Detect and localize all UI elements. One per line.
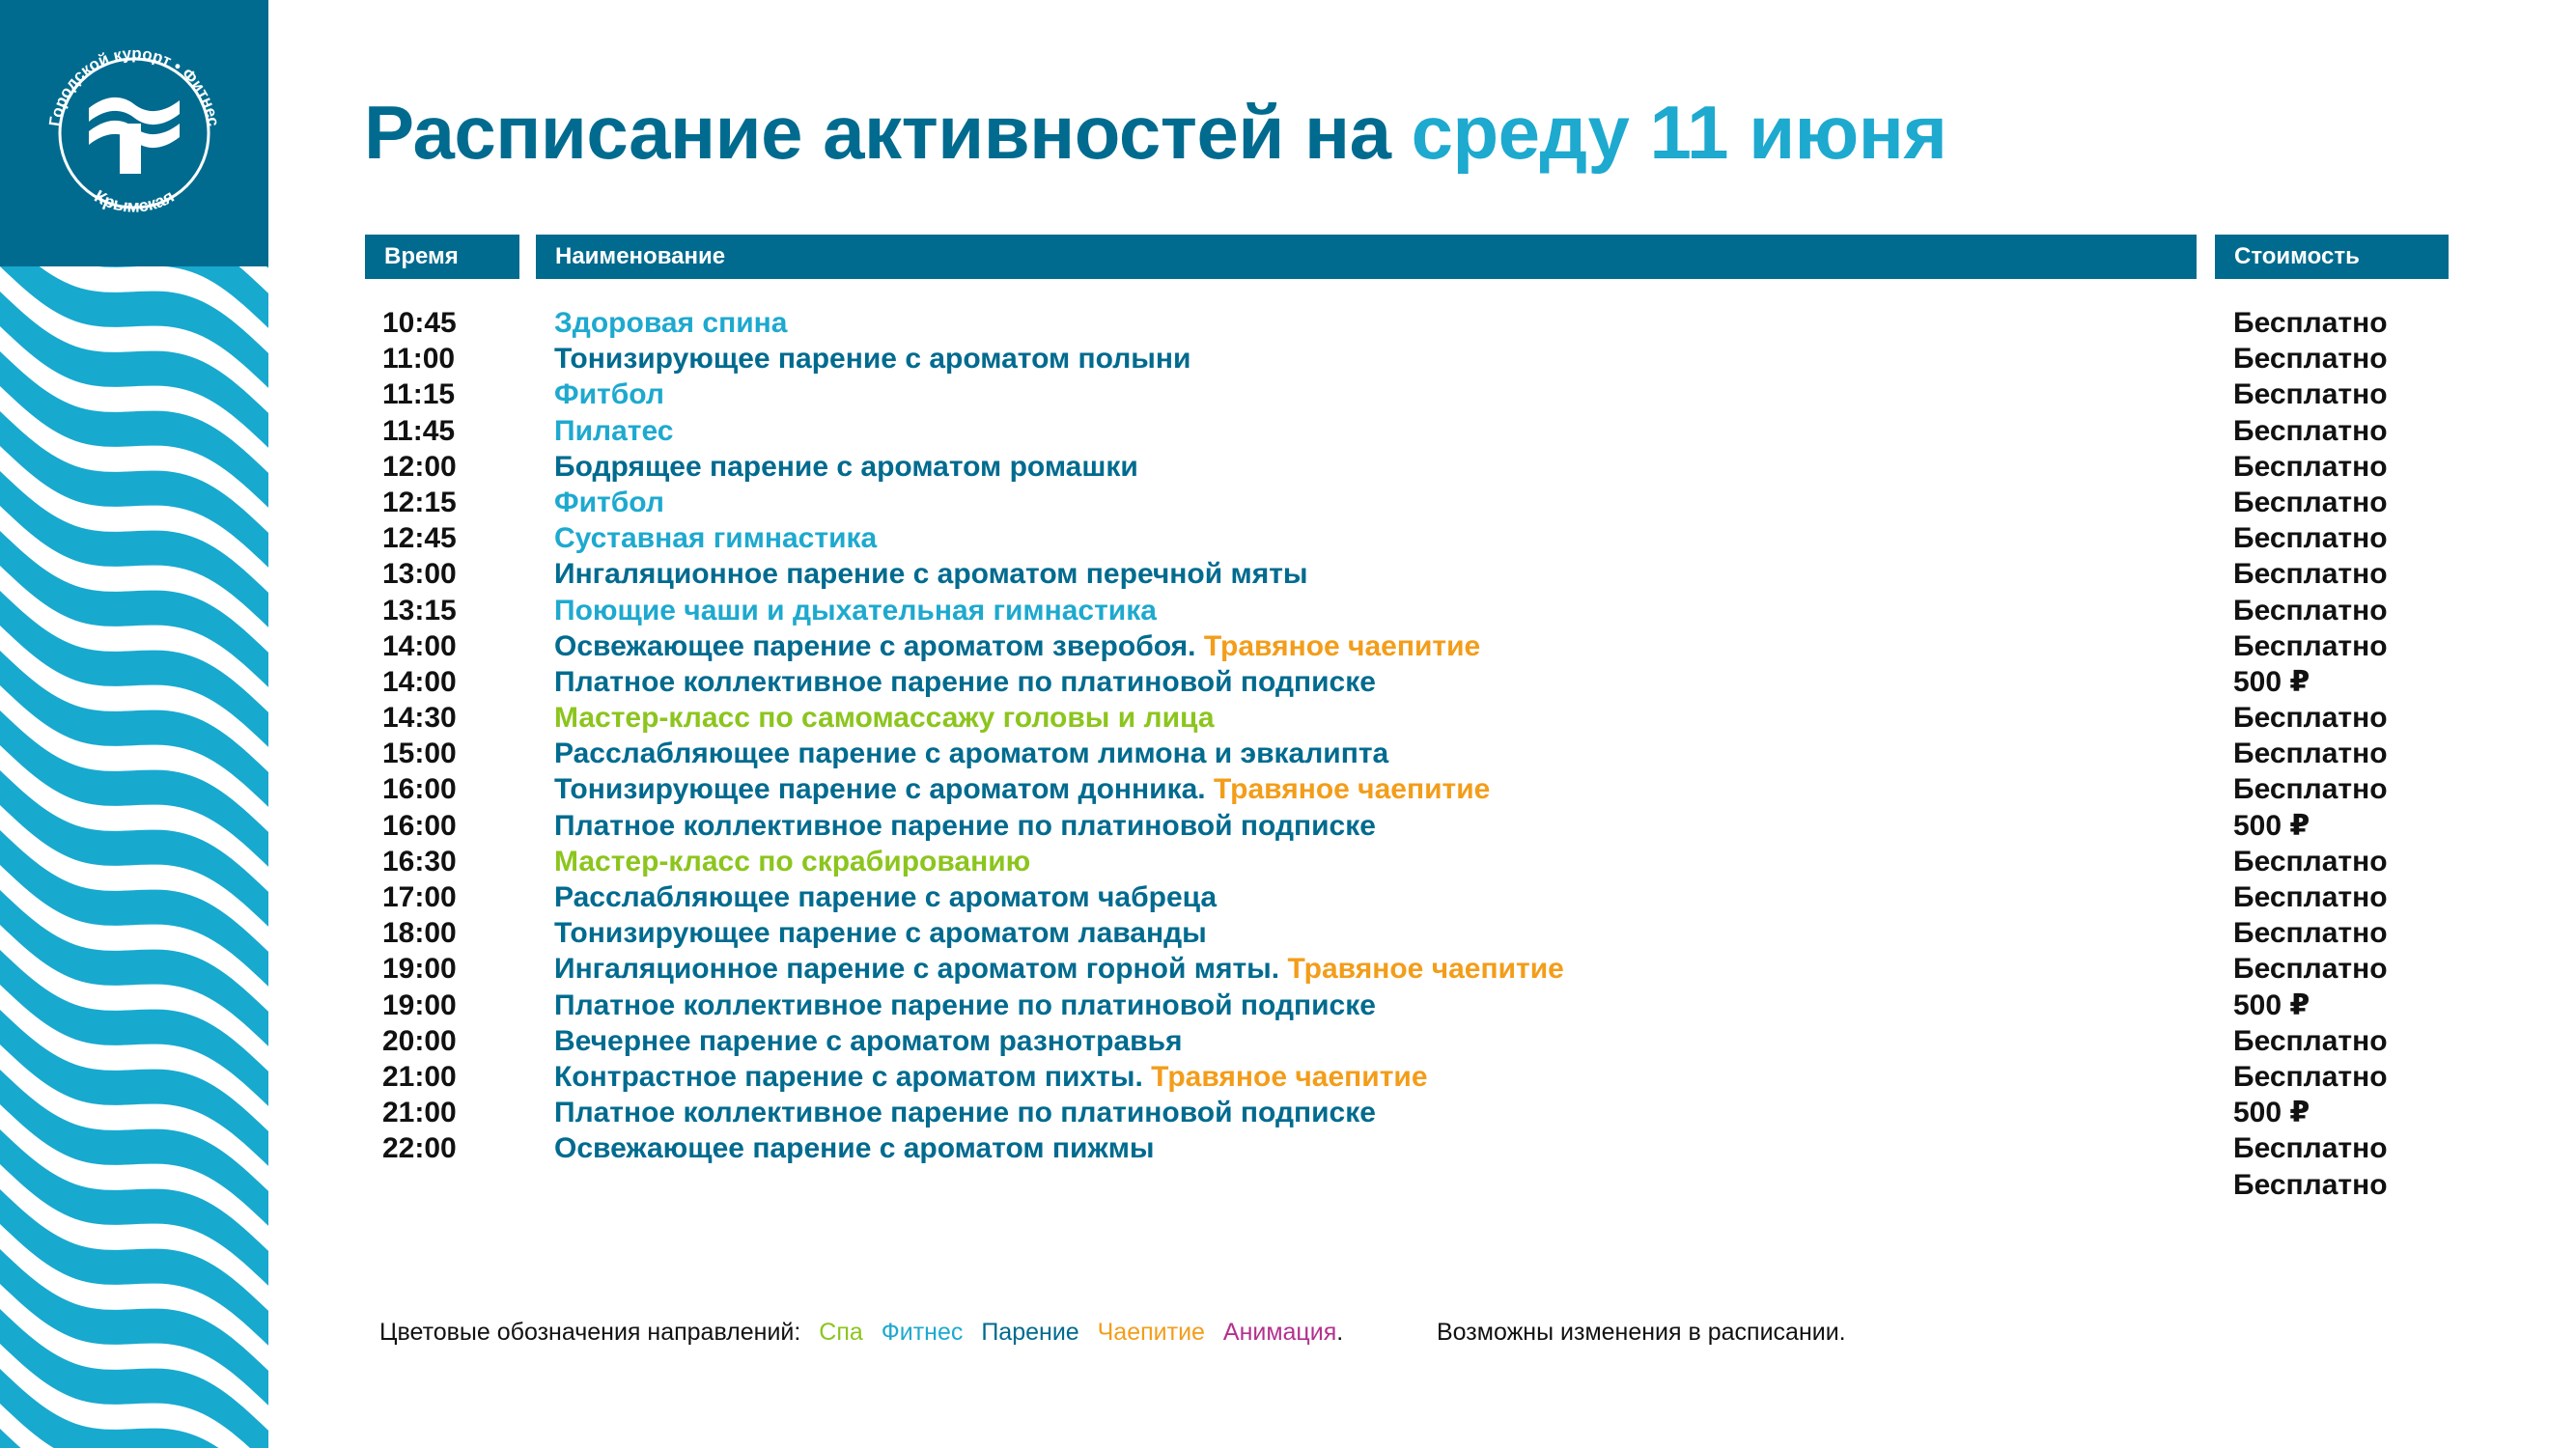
row-time: 19:00 <box>382 989 457 1021</box>
row-name-text: Ингаляционное парение с ароматом перечной мяты <box>554 558 1308 591</box>
row-name <box>554 1059 1428 1095</box>
row-cost: Бесплатно <box>2233 1060 2388 1093</box>
row-name <box>554 1130 1155 1166</box>
schedule-note: Возможны изменения в расписании. <box>1437 1319 1846 1346</box>
header-cost: Стоимость <box>2215 235 2449 279</box>
row-name-text: Мастер-класс по скрабированию <box>554 845 1031 877</box>
row-name <box>554 520 877 556</box>
row-time: 17:00 <box>382 881 457 913</box>
row-name <box>554 844 1030 879</box>
row-name <box>554 771 1490 807</box>
row-time: 14:00 <box>382 665 457 698</box>
row-time: 19:00 <box>382 953 457 986</box>
row-name-text: Суставная гимнастика <box>554 522 878 555</box>
row-name <box>554 305 787 341</box>
legend-steam: Парение <box>981 1319 1079 1346</box>
row-cost: Бесплатно <box>2233 522 2388 555</box>
row-name-text: Платное коллективное парение по платиновой подписке <box>554 1097 1376 1129</box>
row-name <box>554 664 1376 700</box>
row-tea-suffix: Травяное чаепитие <box>1213 773 1491 806</box>
row-time: 11:15 <box>382 378 456 411</box>
legend-period: . <box>1336 1319 1344 1346</box>
row-name <box>554 700 1215 736</box>
page-title <box>364 89 1946 177</box>
row-cost: Бесплатно <box>2233 1024 2388 1057</box>
row-cost: Бесплатно <box>2233 629 2388 662</box>
row-time: 20:00 <box>382 1024 457 1057</box>
row-name-text: Поющие чаши и дыхательная гимнастика <box>554 594 1157 627</box>
svg-text:Городской курорт • Фитнес: Городской курорт • Фитнес <box>45 43 223 128</box>
color-legend <box>379 1319 1355 1347</box>
row-name-text: Фитбол <box>554 378 664 411</box>
legend-animation: Анимация <box>1222 1319 1337 1346</box>
row-name <box>554 915 1207 951</box>
schedule-row <box>0 628 2576 664</box>
row-cost: 500 ₽ <box>2233 665 2310 698</box>
row-cost: Бесплатно <box>2233 738 2388 770</box>
row-time: 18:00 <box>382 917 457 950</box>
row-name-text: Освежающее парение с ароматом пижмы <box>554 1132 1155 1165</box>
row-cost: Бесплатно <box>2233 1168 2388 1201</box>
row-name-text: Бодрящее парение с ароматом ромашки <box>554 450 1138 483</box>
row-name-text: Здоровая спина <box>554 307 788 339</box>
row-cost: Бесплатно <box>2233 953 2388 986</box>
row-name-text: Контрастное парение с ароматом пихты. <box>554 1060 1143 1093</box>
row-time: 12:15 <box>382 486 457 518</box>
schedule-row <box>0 664 2576 700</box>
row-cost: Бесплатно <box>2233 486 2388 518</box>
header-time: Время <box>365 235 519 279</box>
row-time: 16:30 <box>382 845 457 877</box>
row-cost: Бесплатно <box>2233 450 2388 483</box>
row-name <box>554 1023 1183 1059</box>
row-name-text: Расслабляющее парение с ароматом лимона и эвкалипта <box>554 738 1389 770</box>
schedule-row <box>0 808 2576 844</box>
schedule-row <box>0 556 2576 592</box>
row-cost: Бесплатно <box>2233 594 2388 627</box>
schedule-row <box>0 376 2576 412</box>
schedule-row <box>0 1023 2576 1059</box>
schedule-row <box>0 736 2576 771</box>
row-name <box>554 485 664 520</box>
row-name-text: Мастер-класс по самомассажу головы и лица <box>554 702 1215 735</box>
schedule-row <box>0 879 2576 915</box>
row-name-text: Вечернее парение с ароматом разнотравья <box>554 1024 1183 1057</box>
row-time: 21:00 <box>382 1097 457 1129</box>
row-name <box>554 951 1564 987</box>
row-name <box>554 628 1480 664</box>
row-time: 11:45 <box>382 414 456 447</box>
row-tea-suffix: Травяное чаепитие <box>1203 629 1481 662</box>
legend-label: Цветовые обозначения направлений: <box>379 1319 801 1346</box>
logo-icon <box>0 0 268 266</box>
row-cost: Бесплатно <box>2233 845 2388 877</box>
brand-logo <box>0 0 268 266</box>
row-tea-suffix: Травяное чаепитие <box>1151 1060 1428 1093</box>
row-time: 15:00 <box>382 738 457 770</box>
schedule-row <box>0 341 2576 376</box>
row-cost: 500 ₽ <box>2233 809 2310 842</box>
row-name-text: Платное коллективное парение по платиновой подписке <box>554 989 1376 1021</box>
row-name-text: Тонизирующее парение с ароматом лаванды <box>554 917 1207 950</box>
schedule-row <box>0 485 2576 520</box>
row-time: 12:00 <box>382 450 457 483</box>
schedule-row <box>0 1059 2576 1095</box>
row-name <box>554 988 1376 1023</box>
legend-fitness: Фитнес <box>881 1319 964 1346</box>
row-name <box>554 449 1138 485</box>
row-name-text: Тонизирующее парение с ароматом полыни <box>554 343 1191 376</box>
schedule-row <box>0 1130 2576 1166</box>
row-name-text: Пилатес <box>554 414 674 447</box>
schedule-row <box>0 449 2576 485</box>
schedule-row <box>0 413 2576 449</box>
schedule-row <box>0 771 2576 807</box>
row-name-text: Расслабляющее парение с ароматом чабреца <box>554 881 1218 913</box>
row-name-text: Платное коллективное парение по платиновой подписке <box>554 809 1376 842</box>
schedule-row <box>0 1095 2576 1130</box>
row-name-text: Платное коллективное парение по платиновой подписке <box>554 665 1376 698</box>
row-name-text: Ингаляционное парение с ароматом горной мяты. <box>554 953 1280 986</box>
schedule-row <box>0 951 2576 987</box>
row-time: 13:00 <box>382 558 457 591</box>
row-cost: 500 ₽ <box>2233 1097 2310 1129</box>
row-tea-suffix: Травяное чаепитие <box>1287 953 1564 986</box>
row-time: 16:00 <box>382 773 457 806</box>
row-name <box>554 879 1217 915</box>
row-cost: Бесплатно <box>2233 917 2388 950</box>
row-cost: Бесплатно <box>2233 881 2388 913</box>
schedule-list <box>0 305 2576 1203</box>
row-name <box>554 556 1308 592</box>
schedule-row <box>0 1167 2576 1203</box>
row-time: 22:00 <box>382 1132 457 1165</box>
row-name-text: Тонизирующее парение с ароматом донника. <box>554 773 1206 806</box>
row-name <box>554 593 1157 628</box>
row-name <box>554 808 1376 844</box>
row-time: 16:00 <box>382 809 457 842</box>
schedule-row <box>0 593 2576 628</box>
row-name <box>554 1095 1376 1130</box>
row-time: 14:00 <box>382 629 457 662</box>
row-cost: Бесплатно <box>2233 558 2388 591</box>
row-time: 13:15 <box>382 594 457 627</box>
row-time: 12:45 <box>382 522 457 555</box>
schedule-row <box>0 915 2576 951</box>
title-lead: Расписание активностей на <box>364 90 1391 175</box>
schedule-row <box>0 305 2576 341</box>
row-name <box>554 376 664 412</box>
schedule-row <box>0 520 2576 556</box>
row-name-text: Фитбол <box>554 486 664 518</box>
row-time: 11:00 <box>382 343 456 376</box>
legend-spa: Спа <box>819 1319 863 1346</box>
row-cost: Бесплатно <box>2233 414 2388 447</box>
row-time: 14:30 <box>382 702 457 735</box>
row-time: 10:45 <box>382 307 457 339</box>
row-cost: 500 ₽ <box>2233 989 2310 1021</box>
row-cost: Бесплатно <box>2233 307 2388 339</box>
schedule-row <box>0 700 2576 736</box>
row-name-text: Освежающее парение с ароматом зверобоя. <box>554 629 1196 662</box>
row-time: 21:00 <box>382 1060 457 1093</box>
row-cost: Бесплатно <box>2233 343 2388 376</box>
title-accent: среду 11 июня <box>1411 90 1947 175</box>
legend-tea: Чаепитие <box>1097 1319 1205 1346</box>
row-name <box>554 413 673 449</box>
row-cost: Бесплатно <box>2233 702 2388 735</box>
svg-text:Крымская: Крымская <box>91 185 178 216</box>
row-cost: Бесплатно <box>2233 378 2388 411</box>
row-name <box>554 341 1190 376</box>
row-cost: Бесплатно <box>2233 1132 2388 1165</box>
row-cost: Бесплатно <box>2233 773 2388 806</box>
header-name: Наименование <box>536 235 2197 279</box>
schedule-row <box>0 844 2576 879</box>
schedule-row <box>0 988 2576 1023</box>
row-name <box>554 736 1388 771</box>
